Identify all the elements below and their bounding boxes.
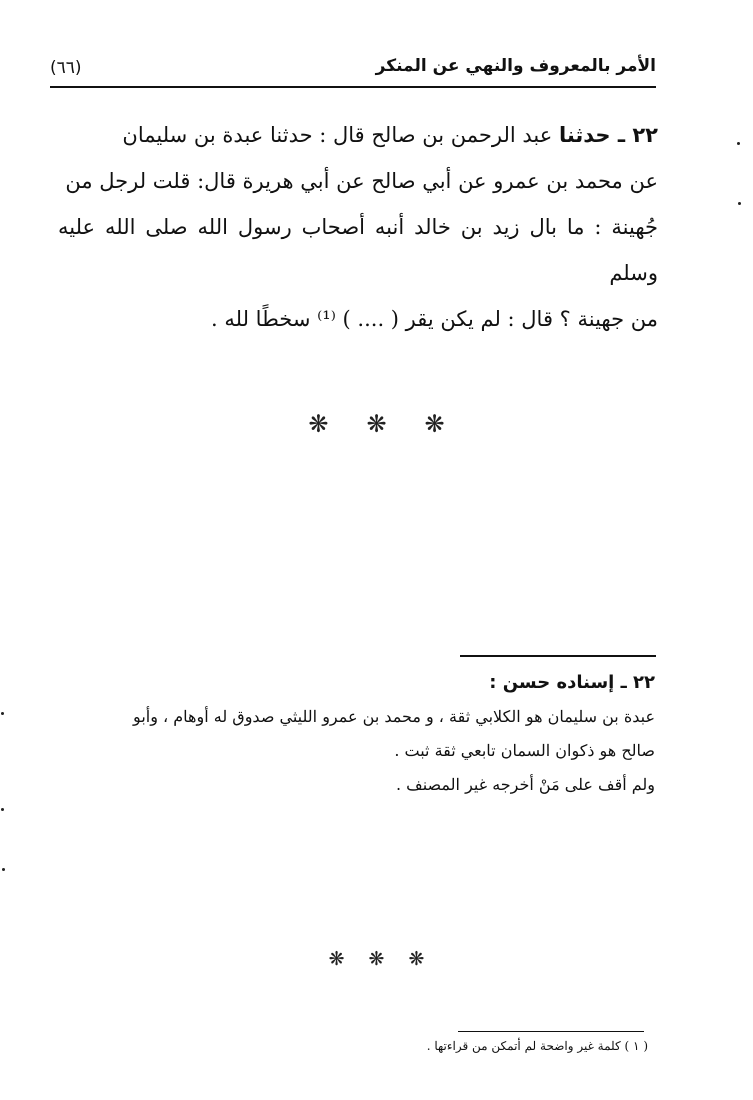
hadith-line: من جهينة ؟ قال : لم يكن يقر ( .... ) ⁽¹⁾ سخطًا لله .: [211, 307, 658, 331]
asterism-icon: ❋: [368, 948, 385, 970]
page-number: (٦٦): [50, 58, 82, 78]
scan-speck: [1, 712, 4, 715]
commentary-block: [65, 666, 655, 802]
asterism-icon: ❋: [308, 410, 329, 438]
running-title: الأمر بالمعروف والنهي عن المنكر: [375, 56, 656, 76]
section-separator-bottom: [0, 948, 753, 970]
hadith-line: [58, 112, 658, 158]
commentary-heading: ٢٢ ـ إسناده حسن :: [489, 672, 655, 693]
hadith-line: جُهينة : ما بال زيد بن خالد أنبه أصحاب رسول الله صلى الله عليه وسلم: [58, 215, 658, 285]
hadith-number-lead: ٢٢ ـ حدثنا: [558, 123, 658, 147]
footnote: ( ١ ) كلمة غير واضحة لم أتمكن من قراءتها .: [426, 1039, 648, 1053]
scan-speck: [1, 808, 4, 811]
section-separator-top: [0, 410, 753, 438]
commentary-line: ولم أقف على مَنْ أخرجه غير المصنف .: [395, 775, 655, 794]
page-header: [50, 52, 656, 88]
asterism-icon: ❋: [408, 948, 425, 970]
asterism-icon: ❋: [366, 410, 387, 438]
asterism-icon: ❋: [328, 948, 345, 970]
commentary-line: صالح هو ذكوان السمان تابعي ثقة ثبت .: [394, 741, 655, 760]
footnote-divider: [458, 1031, 644, 1032]
commentary-divider: [460, 655, 656, 657]
scan-speck: [2, 868, 5, 871]
asterism-icon: ❋: [424, 410, 445, 438]
hadith-line: عن محمد بن عمرو عن أبي صالح عن أبي هريرة قال: قلت لرجل من: [65, 169, 658, 193]
commentary-line: عبدة بن سليمان هو الكلابي ثقة ، و محمد بن عمرو الليثي صدوق له أوهام ، وأبو: [133, 707, 655, 726]
hadith-line-text: عبد الرحمن بن صالح قال : حدثنا عبدة بن سليمان: [122, 123, 553, 147]
scan-speck: [737, 142, 740, 145]
hadith-text: [58, 112, 658, 342]
scan-speck: [738, 202, 741, 205]
